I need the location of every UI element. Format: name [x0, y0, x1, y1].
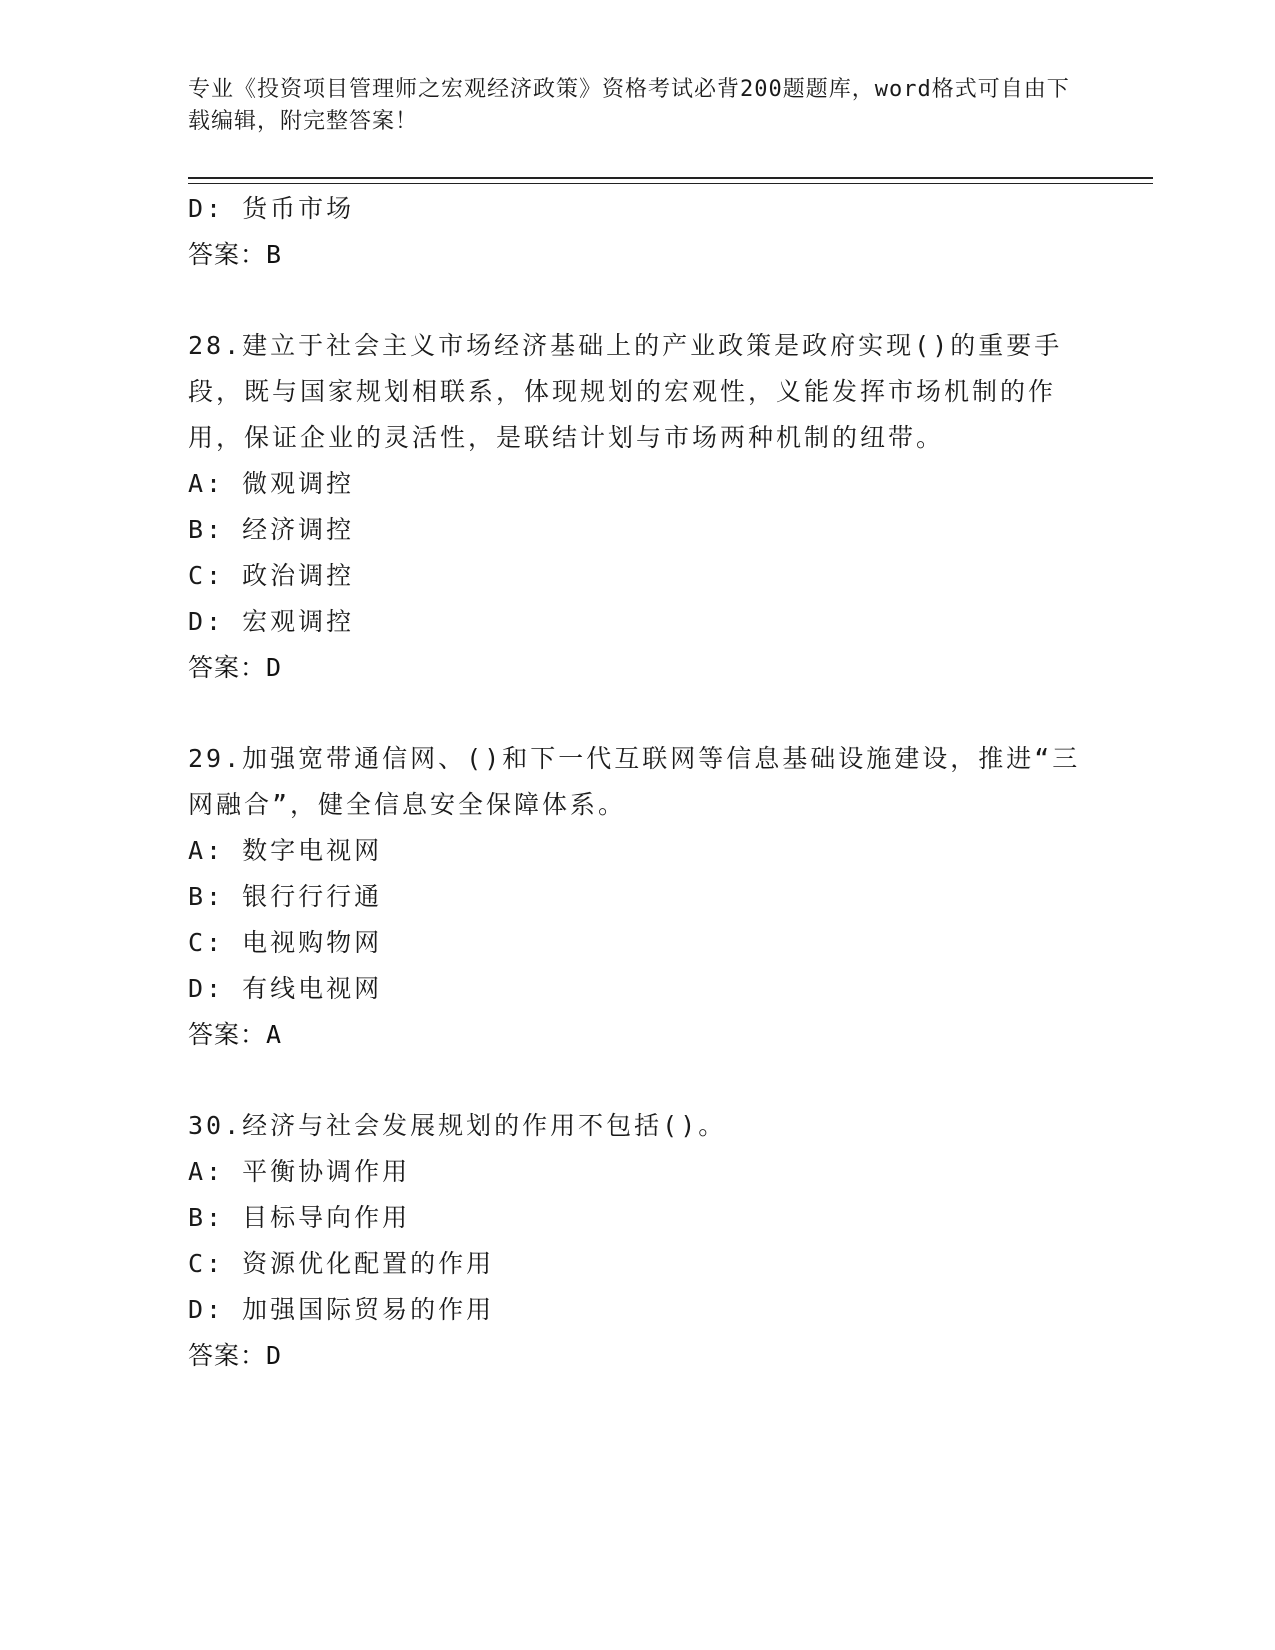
question-list	[188, 186, 1088, 1379]
carryover-question	[188, 186, 1088, 278]
question-stem: 30.经济与社会发展规划的作用不包括()。	[188, 1111, 727, 1140]
answer-line: 答案：D	[188, 1341, 283, 1370]
spacer	[188, 691, 1088, 736]
option-d: D: 加强国际贸易的作用	[188, 1295, 495, 1324]
option-d: D: 货币市场	[188, 194, 355, 223]
spacer	[188, 1058, 1088, 1103]
option-d: D: 宏观调控	[188, 607, 355, 636]
header-rule-thick	[188, 177, 1153, 179]
option-b: B: 经济调控	[188, 515, 355, 544]
option-b: B: 目标导向作用	[188, 1203, 411, 1232]
question-29	[188, 736, 1088, 1058]
option-c: C: 资源优化配置的作用	[188, 1249, 495, 1278]
question-stem: 28.建立于社会主义市场经济基础上的产业政策是政府实现()的重要手段，既与国家规划相联系，体现规划的宏观性，义能发挥市场机制的作用，保证企业的灵活性，是联结计划与市场两种机制的纽带。	[188, 331, 1063, 452]
option-d: D: 有线电视网	[188, 974, 383, 1003]
document-header	[188, 74, 1088, 138]
question-stem: 29.加强宽带通信网、()和下一代互联网等信息基础设施建设，推进“三网融合”，健全信息安全保障体系。	[188, 744, 1081, 819]
option-a: A: 微观调控	[188, 469, 355, 498]
header-rule-thin	[188, 183, 1153, 184]
option-c: C: 政治调控	[188, 561, 355, 590]
answer-line: 答案：B	[188, 240, 283, 269]
option-c: C: 电视购物网	[188, 928, 383, 957]
question-30	[188, 1103, 1088, 1379]
option-a: A: 数字电视网	[188, 836, 383, 865]
question-28	[188, 323, 1088, 691]
option-a: A: 平衡协调作用	[188, 1157, 411, 1186]
answer-line: 答案：D	[188, 653, 283, 682]
answer-line: 答案：A	[188, 1020, 283, 1049]
option-b: B: 银行行行通	[188, 882, 383, 911]
header-title: 专业《投资项目管理师之宏观经济政策》资格考试必背200题题库，word格式可自由下载编辑，附完整答案！	[188, 77, 1070, 134]
spacer	[188, 278, 1088, 323]
